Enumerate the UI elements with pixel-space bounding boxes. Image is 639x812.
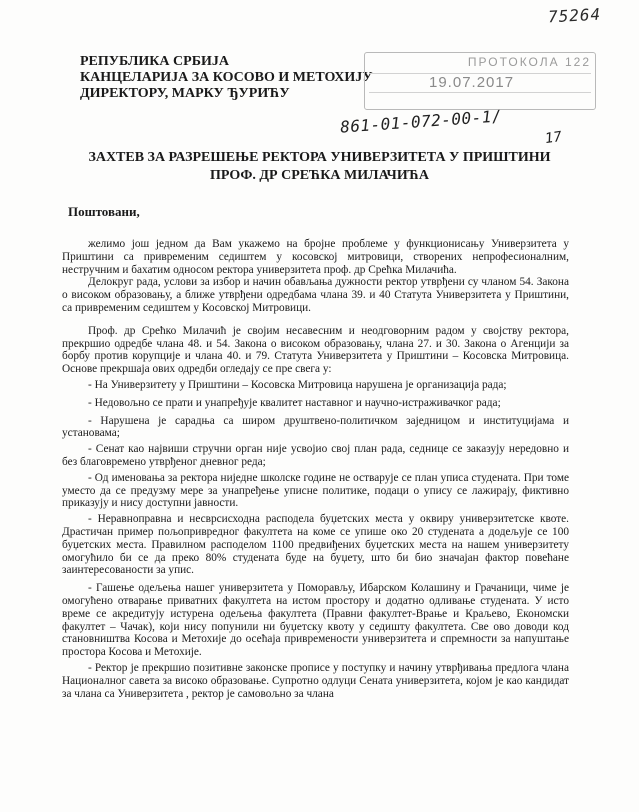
list-item: - Од именовања за ректора ниједне школске године не остварује се план уписа студената. При томе уместо да се предузму мере за унапређење уписне политике, подаци о упису се лажирају, фиктивно приказују и нису доступни јавности. — [62, 471, 569, 510]
body-paragraph: Делокруг рада, услови за избор и начин обављања дужности ректор утврђени су чланом 54. Закона о високом образовању, а ближе утврђени одредбама члана 39. и 40 Статута Универзитета у Приштини, са привременим седиштем у Косовској Митровици. — [62, 276, 569, 314]
stamp-header: ПРОТОКОЛА 122 — [369, 55, 591, 74]
recipient-line: РЕПУБЛИКА СРБИЈА — [80, 54, 229, 69]
list-item: - На Универзитету у Приштини – Косовска Митровица нарушена је организација рада; — [88, 378, 507, 391]
handwritten-document-number: 75264 — [547, 4, 602, 27]
list-item: - Сенат као највиши стручни орган није усвојио свој план рада, седнице се заказују нередовно и без благовременo утврђеног дневног реда; — [62, 443, 569, 468]
document-title-line-1: ЗАХТЕВ ЗА РАЗРЕШЕЊЕ РЕКТОРА УНИВЕРЗИТЕТА У ПРИШТИНИ — [88, 150, 551, 165]
handwritten-registration-suffix: 17 — [543, 128, 563, 148]
document-title-line-2: ПРОФ. ДР СРЕЋКА МИЛАЧИЋА — [209, 168, 430, 183]
list-item: - Недовољно се прати и унапређује квалитет наставног и научно-истраживачког рада; — [88, 396, 501, 409]
body-paragraph: Проф. др Срећко Милачић је својим несавесним и неодговорним радом у својству ректора, прекршио одредбе члана 48. и 54. Закона о високом образовању, члана 27. и 30. Закона о Агенцији за борбу против корупције и члана 40. и 79. Статута Универзитета у Приштини – Косовска Митровица. Основе прекршаја ових одредби огледају се пре свега у: — [62, 324, 569, 376]
list-item: - Ректор је прекршио позитивне законске прописе у поступку и начину утврђивања предлога члана Националног савета за високо образовање. Супротно одлуци Сената универзитета, којом је као кандидат за члана са Универзитета , ректор је самовољно за члана — [62, 661, 569, 700]
list-item: - Нарушена је сарадња са широм друштвено-политичком заједницом и институцијама и установама; — [62, 414, 569, 440]
recipient-block — [80, 54, 373, 102]
body-paragraph: желимо још једном да Вам укажемо на бројне проблеме у функционисању Универзитета у Приштини са привременим седиштем у косовској митровици, створених непрофесионалним, нестручним и бахатим односом ректора универзитета проф. др Срећка Милачића. — [62, 238, 569, 276]
list-item: - Неравноправна и несврсисходна расподела буџетских места у оквиру универзитетске квоте. Драстичан пример пољопривредног факултета на коме се упише око 20 студената а додељује се 100 буџетских места. Правилном расподелом 1100 предвиђених буџетских места на нашем универзитету омогућило би се да преко 80% студената буде на буџету, што би био значајан фактор повећане заинтересованости за упис. — [62, 513, 569, 577]
stamp-date: 19.07.2017 — [429, 74, 515, 91]
recipient-line: КАНЦЕЛАРИЈА ЗА КОСОВО И МЕТОХИЈУ — [80, 70, 373, 85]
handwritten-registration-number: 861-01-072-00-1/ — [339, 106, 503, 137]
document-body — [62, 238, 569, 700]
recipient-line: ДИРЕКТОРУ, МАРКУ ЂУРИЋУ — [80, 86, 290, 101]
registry-stamp — [364, 52, 596, 110]
list-item: - Гашење одељења нашег универзитета у Поморављу, Ибарском Колашину и Грачаници, чиме је омогућено отварање приватних факултета на истом простору и додатно одливање студената. У исто време се акредитују истурена одељења факултета (Правни факултет-Врање и Краљево, Економски факултет – Чачак), који нису попунили ни буџетску квоту у седишту факултета. Све ово доводи код становништва Косова и Метохије до осећаја привремености универзитета и спремности за напуштање простора Косова и Метохије. — [62, 582, 569, 659]
stamp-date-row — [369, 74, 591, 93]
salutation: Поштовани, — [68, 204, 140, 219]
